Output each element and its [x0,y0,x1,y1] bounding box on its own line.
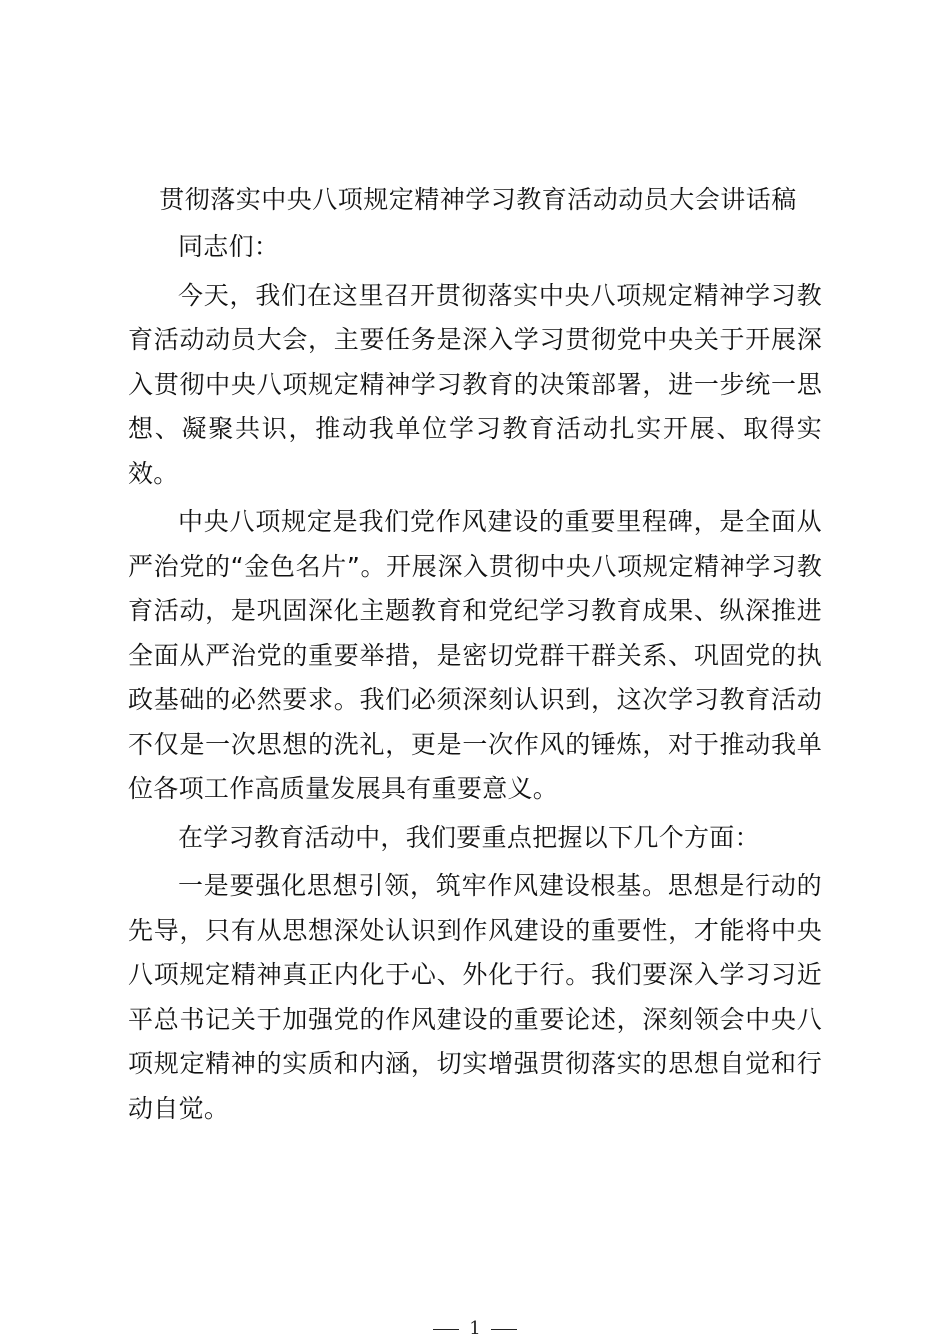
page-number: 1 [469,1318,481,1339]
footer-dash-right [491,1329,517,1330]
point-one-paragraph: 一是要强化思想引领，筑牢作风建设根基。思想是行动的先导，只有从思想深处认识到作风建设的重要性，才能将中央八项规定精神真正内化于心、外化于行。我们要深入学习习近平总书记关于加强党的作风建设的重要论述，深刻领会中央八项规定精神的实质和内涵，切实增强贯彻落实的思想自觉和行动自觉。 [128,871,822,1123]
page-footer [0,1318,950,1340]
document-body [128,225,822,1135]
significance-paragraph: 中央八项规定是我们党作风建设的重要里程碑，是全面从严治党的“金色名片”。开展深入贯彻中央八项规定精神学习教育活动，是巩固深化主题教育和党纪学习教育成果、纵深推进全面从严治党的重要举措，是密切党群干群关系、巩固党的执政基础的必然要求。我们必须深刻认识到，这次学习教育活动不仅是一次思想的洗礼，更是一次作风的锤炼，对于推动我单位各项工作高质量发展具有重要意义。 [128,507,822,803]
footer-dash-left [433,1329,459,1330]
document-title: 贯彻落实中央八项规定精神学习教育活动动员大会讲话稿 [159,185,797,214]
focus-intro-paragraph: 在学习教育活动中，我们要重点把握以下几个方面： [178,822,760,852]
intro-paragraph: 今天，我们在这里召开贯彻落实中央八项规定精神学习教育活动动员大会，主要任务是深入学习贯彻党中央关于开展深入贯彻中央八项规定精神学习教育的决策部署，进一步统一思想、凝聚共识，推动我单位学习教育活动扎实开展、取得实效。 [128,280,822,488]
salutation-paragraph: 同志们： [178,232,280,261]
